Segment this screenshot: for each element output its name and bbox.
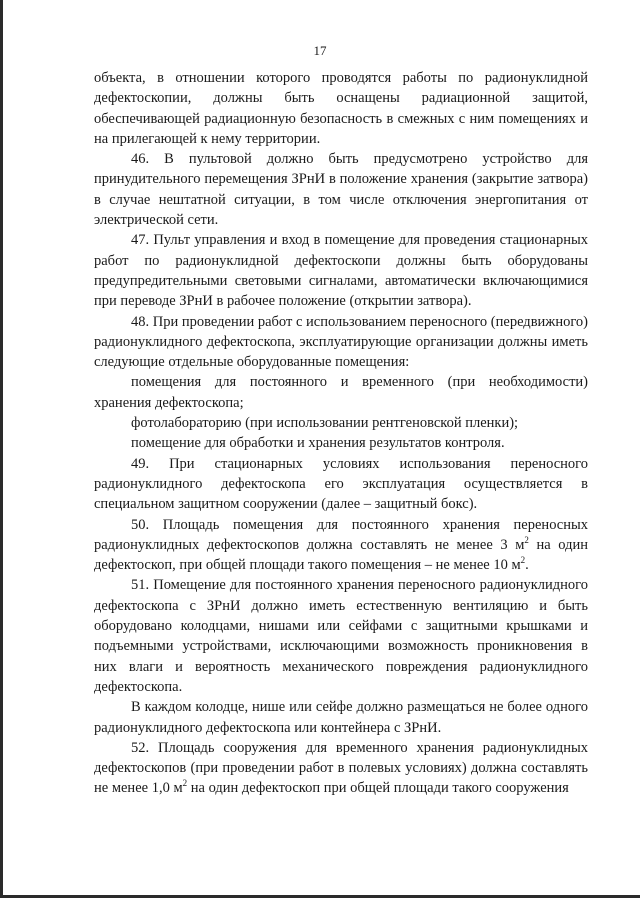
paragraph-51: 51. Помещение для постоянного хранения переносного радионуклидного дефектоскопа с ЗРнИ должно иметь естественную вентиляцию и быть оборудовано колодцами, нишами или сейфами с защитными крышками и подъемными устройствами, исключающими возможность проникновения в них влаги и вероятность механического повреждения радионуклидного дефектоскопа. <box>94 577 588 695</box>
paragraph-50-text-c: . <box>525 557 529 574</box>
document-body <box>94 68 588 799</box>
paragraph-48: 48. При проведении работ с использованием переносного (передвижного) радионуклидного дефектоскопа, эксплуатирующие организации должны иметь следующие отдельные оборудованные помещения: <box>94 313 588 371</box>
paragraph-48-item-storage: помещения для постоянного и временного (при необходимости) хранения дефектоскопа; <box>94 374 588 411</box>
paragraph-48-item-photolab: фотолабораторию (при использовании рентгеновской пленки); <box>131 415 519 432</box>
paragraph-48-item-results: помещение для обработки и хранения результатов контроля. <box>131 435 505 452</box>
paragraph-50-text-b: на один дефектоскоп, при общей площади такого помещения – не менее 10 м <box>94 536 588 574</box>
paragraph-52-text-a: 52. Площадь сооружения для временного хранения радионуклидных дефектоскопов (при проведении работ в полевых условиях) должна составлять не менее 1,0 м <box>94 739 588 797</box>
paragraph-47: 47. Пульт управления и вход в помещение для проведения стационарных работ по радионуклидной дефектоскопи должны быть оборудованы предупредительными световыми сигналами, автоматически включающимися при переводе ЗРнИ в рабочее положение (открытии затвора). <box>94 232 588 310</box>
paragraph-52 <box>94 738 588 799</box>
superscript-2: 2 <box>524 535 529 545</box>
paragraph-50-text-a: 50. Площадь помещения для постоянного хранения переносных радионуклидных дефектоскопов должна составлять не менее 3 м <box>94 516 588 553</box>
superscript-2: 2 <box>520 555 526 566</box>
scan-edge-left <box>0 0 3 898</box>
paragraph-51-continuation: В каждом колодце, нише или сейфе должно размещаться не более одного радионуклидного дефектоскопа или контейнера с ЗРнИ. <box>94 699 588 736</box>
paragraph-continuation: объекта, в отношении которого проводятся работы по радионуклидной дефектоскопии, должны быть оснащены радиационной защитой, обеспечивающей радиационную безопасность в смежных с ним помещениях и на прилегающей к нему территории. <box>94 70 588 147</box>
superscript-2: 2 <box>182 778 188 789</box>
paragraph-49: 49. При стационарных условиях использования переносного радионуклидного дефектоскопа его эксплуатация осуществляется в специальном защитном сооружении (далее – защитный бокс). <box>94 455 588 513</box>
paragraph-52-text-b: на один дефектоскоп при общей площади такого сооружения <box>187 780 569 797</box>
paragraph-46: 46. В пультовой должно быть предусмотрено устройство для принудительного перемещения ЗРнИ в положение хранения (закрытие затвора) в случае нештатной ситуации, в том числе отключения энергопитания от электрической сети. <box>94 151 588 229</box>
page-number: 17 <box>313 43 327 58</box>
paragraph-50 <box>94 515 588 576</box>
